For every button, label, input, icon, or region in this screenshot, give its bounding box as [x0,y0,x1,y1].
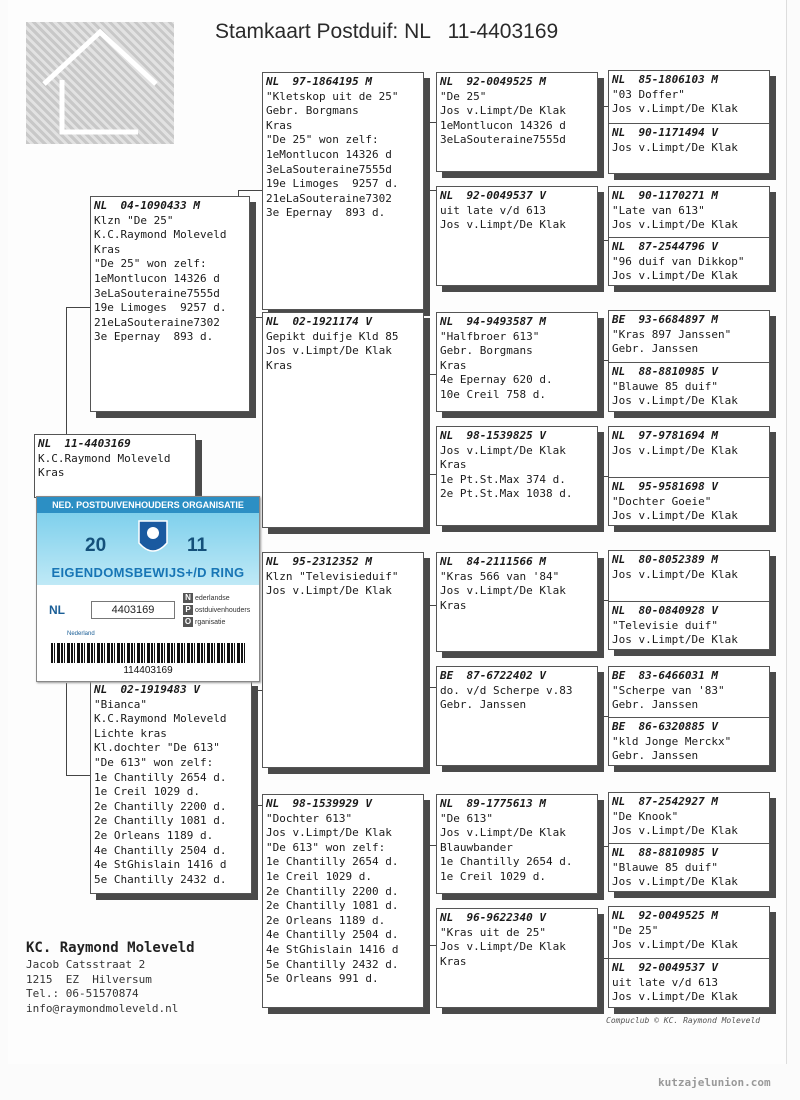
card-line: "Bianca" [94,697,147,711]
sticker-country: NL [49,603,65,617]
card-line: 5e Chantilly 2432 d. [94,872,227,886]
card-line: Kras [266,358,293,372]
npo-letter: N [183,593,193,603]
card-line: 3eLaSouteraine7555d [440,133,566,147]
card-line: "Halfbroer 613" [440,329,540,343]
card-line: Jos v.Limpt/De Klak [612,394,738,408]
gen4-pair-4 [608,426,770,526]
card-line: 21eLaSouteraine7302 [266,191,392,205]
card-line: Klzn "Televisieduif" [266,569,399,583]
ring-number: NL 98-1539825 V [440,429,546,442]
ring-number: NL 92-0049537 V [612,961,718,974]
npo-letter: O [184,617,192,626]
card-line: Gebr. Janssen [440,698,527,712]
ring-number: NL 88-8810985 V [612,365,718,378]
card-line: Kras [440,954,467,968]
ring-number: BE 83-6466031 M [612,669,718,682]
card-line: 1e Creil 1029 d. [94,785,200,799]
card-line: "Blauwe 85 duif" [612,379,718,393]
card-line: Klzn "De 25" [94,213,174,227]
gen4-pair-5 [608,550,770,650]
ring-number: NL 90-1170271 M [612,189,718,202]
card-line: 1eMontlucon 14326 d [266,147,392,161]
card-line: 2e Orleans 1189 d. [94,828,214,842]
card-line: 5e Orleans 991 d. [266,972,379,986]
card-line: "Kletskop uit de 25" [266,89,399,103]
ring-number: NL 85-1806103 M [612,73,718,86]
ownership-sticker [36,496,260,682]
ggdam-card-4 [436,908,598,1008]
card-line: Jos v.Limpt/De Klak [440,443,566,457]
ring-number: BE 87-6722402 V [440,669,546,682]
npo-word: ederlandse [195,595,230,602]
ggsire-card-3 [436,552,598,652]
sticker-year-right: 11 [187,535,208,556]
card-line: Jos v.Limpt/De Klak [266,584,392,598]
owner-city: 1215 EZ Hilversum [26,972,152,986]
card-line: Jos v.Limpt/De Klak [612,509,738,523]
npo-letter: P [183,605,193,615]
card-line: "03 Doffer" [612,87,685,101]
card-line: 19e Limoges 9257 d. [94,301,227,315]
card-line: 5e Chantilly 2432 d. [266,957,399,971]
card-line: 4e StGhislain 1416 d [94,858,227,872]
ring-number: NL 02-1919483 V [94,683,200,696]
mother-card [90,680,252,894]
card-line: 19e Limoges 9257 d. [266,177,399,191]
gen4-pair-8 [608,906,770,1008]
gen4-pair-1 [608,70,770,174]
ggsire-card-2 [436,312,598,412]
card-line: uit late v/d 613 [440,203,546,217]
card-line: "Kras 566 van '84" [440,569,560,583]
card-line: "Scherpe van '83" [612,683,725,697]
card-line: "Kras uit de 25" [440,925,546,939]
card-line: Jos v.Limpt/De Klak [612,567,738,581]
card-line: 1e Pt.St.Max 374 d. [440,472,566,486]
npo-word: rganisatie [195,619,226,626]
card-line: 21eLaSouteraine7302 [94,315,220,329]
card-line: 1e Chantilly 2654 d. [266,855,399,869]
card-line: 1e Creil 1029 d. [440,869,546,883]
card-line: "Kras 897 Janssen" [612,327,732,341]
ring-number: NL 97-9781694 M [612,429,718,442]
ring-number: NL 89-1775613 M [440,797,546,810]
grandsire-paternal-card [262,72,424,310]
ring-number: NL 80-0840928 V [612,604,718,617]
sticker-year-left: 20 [85,535,107,556]
card-line: Jos v.Limpt/De Klak [440,584,566,598]
card-line: "De 25" won zelf: [94,257,207,271]
ring-number: NL 92-0049525 M [612,909,718,922]
card-line: "De 613" won zelf: [266,840,386,854]
gen4-pair-6 [608,666,770,766]
card-line: "De 25" won zelf: [266,133,379,147]
owner-name: KC. Raymond Moleveld [26,940,195,956]
card-line: 10e Creil 758 d. [440,387,546,401]
ggdam-card-1 [436,186,598,286]
card-line: Kl.dochter "De 613" [94,741,220,755]
card-line: 1e Chantilly 2654 d. [94,770,227,784]
card-line: Gepikt duifje Kld 85 [266,329,399,343]
barcode [51,643,247,663]
ggdam-card-3 [436,666,598,766]
card-line: 2e Chantilly 1081 d. [94,814,227,828]
card-line: 3eLaSouteraine7555d [266,162,392,176]
house-icon [26,22,174,144]
card-line: "96 duif van Dikkop" [612,254,745,268]
ggdam-card-2 [436,426,598,526]
card-line: Jos v.Limpt/De Klak [612,875,738,889]
barcode-number: 114403169 [123,665,173,676]
ring-number: NL 84-2111566 M [440,555,546,568]
ring-number: NL 92-0049525 M [440,75,546,88]
owner-address: Jacob Catsstraat 2 [26,958,146,971]
ring-number: NL 96-9622340 V [440,911,546,924]
card-line: Gebr. Janssen [612,342,699,356]
card-line: Jos v.Limpt/De Klak [612,140,738,154]
lion-crest-icon [135,517,171,561]
card-line: Jos v.Limpt/De Klak [612,102,738,116]
ring-number: NL 95-9581698 V [612,480,718,493]
card-line: Jos v.Limpt/De Klak [440,104,566,118]
ring-number: NL 95-2312352 M [266,555,372,568]
card-line: "De 25" [440,89,487,103]
card-line: 4e Epernay 620 d. [440,373,553,387]
ring-number: NL 04-1090433 M [94,199,200,212]
ring-number: NL 94-9493587 M [440,315,546,328]
card-line: "De 613" [440,811,493,825]
grandsire-maternal-card [262,552,424,768]
page-title: Stamkaart Postduif: NL 11-4403169 [215,20,559,43]
card-line: 4e Chantilly 2504 d. [94,843,227,857]
ggsire-card-1 [436,72,598,172]
card-line: "De 613" won zelf: [94,755,214,769]
card-line: do. v/d Scherpe v.83 [440,683,573,697]
card-line: 3eLaSouteraine7555d [94,286,220,300]
ring-number: NL 98-1539929 V [266,797,372,810]
watermark: kutzajelunion.com [658,1076,771,1089]
card-line: 2e Chantilly 2200 d. [266,884,399,898]
ggsire-card-4 [436,794,598,894]
card-line: 1e Chantilly 2654 d. [440,855,573,869]
card-line: Gebr. Borgmans [266,104,359,118]
card-line: K.C.Raymond Moleveld [38,451,171,465]
card-line: "Blauwe 85 duif" [612,860,718,874]
card-line: 1e Creil 1029 d. [266,869,372,883]
card-line: "De Knook" [612,809,679,823]
card-line: 3e Epernay 893 d. [266,206,386,220]
card-line: "De 25" [612,923,659,937]
house-logo [26,22,174,144]
ring-number: NL 02-1921174 V [266,315,372,328]
sticker-title: EIGENDOMSBEWIJS+/D RING [51,565,245,580]
card-line: Jos v.Limpt/De Klak [440,940,566,954]
card-line: Gebr. Janssen [612,749,699,763]
ring-number: NL 90-1171494 V [612,126,718,139]
card-line: Kras [38,466,65,480]
card-line: Blauwbander [440,840,513,854]
ring-number: NL 97-1864195 M [266,75,372,88]
card-line: K.C.Raymond Moleveld [94,228,227,242]
card-line: Jos v.Limpt/De Klak [612,990,738,1004]
card-line: "Dochter 613" [266,811,353,825]
sticker-org: NED. POSTDUIVENHOUDERS ORGANISATIE [37,497,259,513]
card-line: Kras [266,118,293,132]
granddam-maternal-card [262,794,424,1008]
card-line: Kras [94,242,121,256]
card-line: uit late v/d 613 [612,975,718,989]
card-line: 2e Chantilly 2200 d. [94,799,227,813]
ring-number: NL 87-2542927 M [612,795,718,808]
card-line: Gebr. Janssen [612,698,699,712]
granddam-paternal-card [262,312,424,528]
footer-credit: Compuclub © KC. Raymond Moleveld [606,1016,761,1025]
ring-number: NL 88-8810985 V [612,846,718,859]
ring-number: NL 11-4403169 [38,437,131,450]
card-line: Gebr. Borgmans [440,344,533,358]
father-card [90,196,250,412]
card-line: 2e Orleans 1189 d. [266,913,386,927]
card-line: "Late van 613" [612,203,705,217]
card-line: Jos v.Limpt/De Klak [440,218,566,232]
card-line: 1eMontlucon 14326 d [94,271,220,285]
card-line: 2e Chantilly 1081 d. [266,899,399,913]
sticker-ring-number: 4403169 [91,601,175,619]
card-line: 1eMontlucon 14326 d [440,118,566,132]
card-line: 4e StGhislain 1416 d [266,942,399,956]
card-line: Kras [440,358,467,372]
card-line: "Televisie duif" [612,618,718,632]
gen4-pair-7 [608,792,770,892]
card-line: "Dochter Goeie" [612,494,712,508]
card-line: Jos v.Limpt/De Klak [440,826,566,840]
card-line: Jos v.Limpt/De Klak [612,938,738,952]
sticker-bar-label: Nederland [67,631,95,637]
card-line: "kld Jonge Merckx" [612,734,732,748]
card-line: Lichte kras [94,726,167,740]
card-line: K.C.Raymond Moleveld [94,712,227,726]
ring-number: NL 87-2544796 V [612,240,718,253]
card-line: Kras [440,458,467,472]
card-line: Jos v.Limpt/De Klak [266,344,392,358]
owner-phone: Tel.: 06-51570874 [26,987,139,1000]
card-line: 3e Epernay 893 d. [94,330,214,344]
card-line: Jos v.Limpt/De Klak [266,826,392,840]
card-line: Jos v.Limpt/De Klak [612,443,738,457]
card-line: 4e Chantilly 2504 d. [266,928,399,942]
gen4-pair-3 [608,310,770,412]
gen4-pair-2 [608,186,770,286]
card-line: Jos v.Limpt/De Klak [612,633,738,647]
subject-card [34,434,196,498]
npo-word: ostduivenhouders [195,607,251,614]
card-line: Kras [440,598,467,612]
owner-email[interactable]: info@raymondmoleveld.nl [26,1001,179,1015]
card-line: Jos v.Limpt/De Klak [612,218,738,232]
owner-info [26,938,195,1016]
ring-number: BE 86-6320885 V [612,720,718,733]
ring-number: BE 93-6684897 M [612,313,718,326]
card-line: 2e Pt.St.Max 1038 d. [440,487,573,501]
card-line: Jos v.Limpt/De Klak [612,269,738,283]
npo-mark [183,593,250,629]
ring-number: NL 80-8052389 M [612,553,718,566]
ring-number: NL 92-0049537 V [440,189,546,202]
card-line: Jos v.Limpt/De Klak [612,824,738,838]
